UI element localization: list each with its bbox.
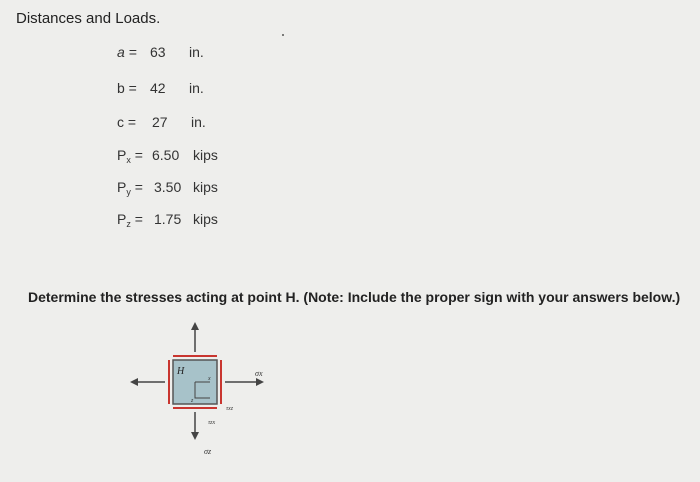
- tau-xz-label: τxz: [226, 406, 234, 412]
- label-c: c =: [117, 114, 137, 130]
- label-a: a =: [117, 44, 137, 60]
- label-pz-sub: z: [126, 219, 131, 229]
- stress-element-diagram: [120, 316, 280, 466]
- sigma-x-right-arrowhead: [256, 378, 264, 386]
- sigma-x-label: σx: [255, 369, 263, 378]
- label-py-eq: =: [130, 179, 143, 195]
- point-label: H: [177, 366, 185, 377]
- question-text: Determine the stresses acting at point H. (Note: Include the proper sign with your answers below.): [28, 289, 681, 305]
- unit-px: kips: [193, 147, 218, 163]
- unit-b: in.: [189, 80, 204, 96]
- sigma-z-top-arrowhead: [191, 322, 199, 330]
- label-pz: [117, 211, 143, 229]
- unit-py: kips: [193, 179, 218, 195]
- label-px-sub: x: [126, 155, 131, 165]
- label-px: [117, 147, 143, 165]
- value-c: 27: [152, 114, 168, 130]
- section-heading: Distances and Loads.: [16, 10, 161, 27]
- sigma-z-label: σz: [204, 447, 212, 456]
- value-pz: 1.75: [154, 211, 182, 227]
- tau-zx-label: τzx: [208, 420, 216, 426]
- label-px-letter: P: [117, 147, 127, 163]
- unit-c: in.: [191, 114, 206, 130]
- label-py: [117, 179, 143, 197]
- value-px: 6.50: [152, 147, 180, 163]
- axis-x-label: x: [208, 376, 211, 382]
- unit-a: in.: [189, 44, 204, 60]
- value-a: 63: [150, 44, 166, 60]
- unit-pz: kips: [193, 211, 218, 227]
- label-py-sub: y: [126, 187, 131, 197]
- axis-z-label: z: [191, 398, 194, 404]
- label-pz-eq: =: [130, 211, 143, 227]
- label-b: b =: [117, 80, 137, 96]
- label-px-eq: =: [130, 147, 143, 163]
- value-py: 3.50: [154, 179, 182, 195]
- value-b: 42: [150, 80, 166, 96]
- label-py-letter: P: [117, 179, 127, 195]
- label-pz-letter: P: [117, 211, 127, 227]
- stray-dot: [282, 34, 284, 36]
- sigma-x-left-arrowhead: [130, 378, 138, 386]
- sigma-z-bottom-arrowhead: [191, 432, 199, 440]
